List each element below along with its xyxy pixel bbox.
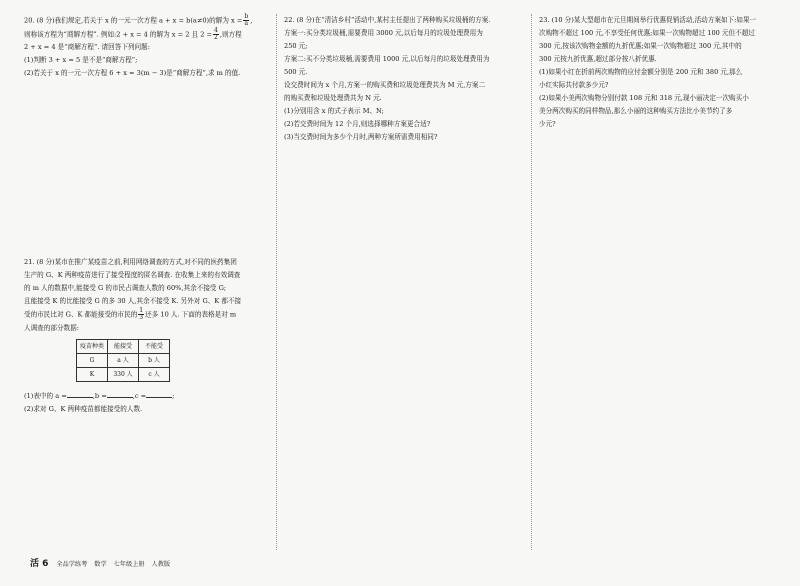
q22-line: 方案二:买不分类垃圾桶,需要费用 1000 元,以后每月的垃圾处理费用为: [284, 55, 490, 63]
subject-name: 数学: [94, 561, 107, 568]
q20-part-1: (1)判断 3 + x = 5 是不是“商解方程”;: [24, 56, 138, 64]
series-name: 全品学练考: [56, 561, 88, 568]
question-20: [24, 14, 272, 80]
table-row: [77, 353, 170, 367]
edition-name: 人教版: [151, 561, 171, 568]
q20-line-3: 2 + x = 4 是“商解方程”. 请回答下列问题:: [24, 43, 150, 51]
q20-line-2: 则称该方程为“商解方程”. 例如:2 + x = 4 的解为 x = 2 且 2 = $\frac{4}{2}$ ,则方程: [24, 26, 242, 41]
question-22: [284, 14, 528, 144]
q21-line-6: 人调查的部分数据:: [24, 323, 79, 332]
q21-part-1: (1)表中的 a = ,b = ,c = ;: [24, 388, 272, 403]
answer-blank-a[interactable]: [67, 388, 93, 398]
table-header-cell: 能接受: [108, 339, 139, 353]
q23-line: 300 元,按该次购物金额的九折优惠;如果一次购物超过 300 元,其中的: [539, 42, 742, 50]
survey-table: [76, 339, 170, 382]
table-header-row: [77, 339, 170, 353]
page-footer: [30, 556, 175, 569]
q22-line: 500 元.: [284, 68, 308, 76]
table-cell: 330 人: [108, 367, 139, 381]
q22-part-2: (2)若交费时间为 12 个月,则选择哪种方案更合适?: [284, 120, 431, 128]
q22-line: 的购买费和垃圾处理费共为 N 元.: [284, 94, 382, 102]
grade-name: 七年级上册: [113, 561, 145, 568]
table-cell: a 人: [108, 353, 139, 367]
table-cell: K: [77, 367, 108, 381]
fraction-1-over-3: $\frac{1}{3}$: [139, 307, 144, 321]
q23-line: 美分两次购买的同样物品,那么小丽的这种购买方法比小美节约了多: [539, 107, 733, 115]
table-cell: c 人: [139, 367, 170, 381]
q23-line: 少元?: [539, 120, 556, 128]
q21-line-3: 的 m 人的数据中,能接受 G 的市民占调查人数的 60%,其余不接受 G;: [24, 284, 227, 292]
q22-line: 方案一:买分类垃圾桶,需要费用 3000 元,以后每月的垃圾处理费用为: [284, 29, 483, 37]
table-row: [77, 367, 170, 381]
q22-part-3: (3)当交费时间为多少个月时,两种方案所需费用相同?: [284, 133, 438, 141]
q22-line: 22. (8 分)在“清洁乡村”活动中,某村主任提出了两种购买垃圾桶的方案.: [284, 16, 491, 24]
q21-line-5: 受的市民比对 G、K 都能接受的市民的 $\frac{1}{3}$ 还多 10 人. 下面的表格是对 m: [24, 307, 237, 321]
q21-line-4: 且能接受 K 的比能接受 G 的多 30 人,其余不接受 K. 另外对 G、K 都不接: [24, 297, 242, 305]
table-header-cell: 疫苗种类: [77, 339, 108, 353]
column-divider-2: [531, 14, 532, 550]
q23-line: 300 元按九折优惠,超过部分按八折优惠.: [539, 55, 657, 63]
q20-line-1: 20. (8 分)我们规定,若关于 x 的一元一次方程 a + x = b(a≠0)的解为 x = $\frac{b}{a}$ ,: [24, 13, 253, 27]
q22-line: 250 元;: [284, 42, 308, 50]
q23-line: 次购物不超过 100 元,不享受任何优惠;如果一次购物超过 100 元但不超过: [539, 29, 755, 37]
table-cell: G: [77, 353, 108, 367]
q22-part-1: (1)分别用含 x 的式子表示 M、N;: [284, 107, 384, 115]
q21-line-2: 生产的 G、K 两种疫苗进行了接受程度的匿名调查. 在收集上来的有效调查: [24, 271, 241, 279]
q23-line: 小红实际共付款多少元?: [539, 81, 609, 89]
fraction-b-over-a: $\frac{b}{a}$: [244, 13, 249, 27]
q22-line: 设交费时间为 x 个月,方案一的购买费和垃圾处理费共为 M 元,方案二: [284, 81, 486, 89]
q21-line-1: 21. (8 分)某市在推广某疫苗之前,利用网络调查的方式,对不同的医药集团: [24, 258, 237, 266]
table-header-cell: 不能受: [139, 339, 170, 353]
q23-part-2: (2)如果小美两次购物分别付款 108 元和 318 元,现小丽决定一次购买小: [539, 94, 749, 102]
question-21: [24, 256, 272, 416]
q23-part-1: (1)如果小红在折前两次购物的应付金额分别是 200 元和 380 元,那么: [539, 68, 743, 76]
table-cell: b 人: [139, 353, 170, 367]
answer-blank-b[interactable]: [107, 388, 133, 398]
fraction-4-over-2: $\frac{4}{2}$: [214, 26, 218, 41]
question-23: [539, 14, 789, 131]
answer-blank-c[interactable]: [146, 388, 172, 398]
page-number: 活 6: [30, 559, 49, 569]
q20-part-2: (2)若关于 x 的一元一次方程 6 + x = 3(m − 3)是“商解方程”,求 m 的值.: [24, 69, 241, 77]
column-divider-1: [276, 14, 277, 550]
q23-line: 23. (10 分)某大型超市在元旦期间举行优惠促销活动,活动方案如下:如果一: [539, 16, 757, 24]
q21-part-2: (2)求对 G、K 两种疫苗都能接受的人数.: [24, 404, 143, 413]
